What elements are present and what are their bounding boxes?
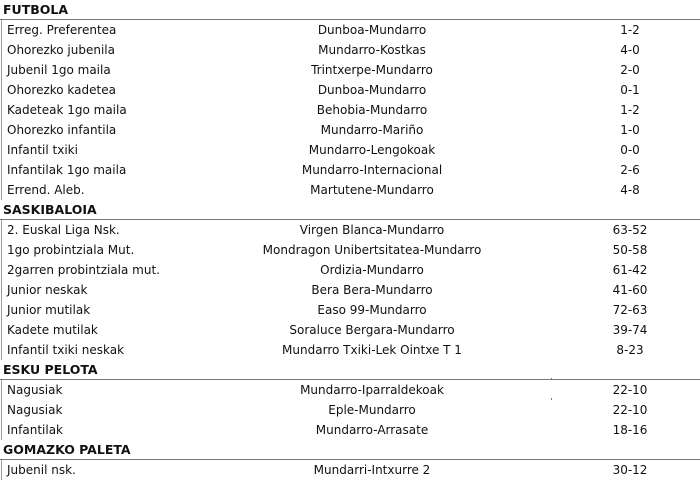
match-cell: Mundarro-Arrasate <box>315 423 429 437</box>
section-rows <box>1 460 700 480</box>
score-cell: 30-12 <box>612 463 648 477</box>
category-cell: Errend. Aleb. <box>7 183 85 197</box>
category-cell: Ohorezko infantila <box>7 123 117 137</box>
match-cell: Mondragon Unibertsitatea-Mundarro <box>262 243 482 257</box>
table-row <box>2 60 700 80</box>
table-row <box>2 280 700 300</box>
table-row <box>2 180 700 200</box>
match-cell: Mundarro-Lengokoak <box>308 143 436 157</box>
match-cell: Eple-Mundarro <box>328 403 416 417</box>
section-title: SASKIBALOIA <box>0 200 700 220</box>
table-row <box>2 380 700 400</box>
score-cell: 4-8 <box>620 183 640 197</box>
score-cell: 41-60 <box>612 283 648 297</box>
score-cell: 0-0 <box>620 143 640 157</box>
category-cell: Kadete mutilak <box>7 323 98 337</box>
table-row <box>2 140 700 160</box>
table-row <box>2 260 700 280</box>
table-row <box>2 40 700 60</box>
category-cell: Erreg. Preferentea <box>7 23 117 37</box>
match-cell: Easo 99-Mundarro <box>317 303 427 317</box>
section-rows <box>1 20 700 200</box>
table-row <box>2 300 700 320</box>
category-cell: Junior mutilak <box>7 303 91 317</box>
match-cell: Martutene-Mundarro <box>310 183 434 197</box>
category-cell: Infantilak 1go maila <box>7 163 127 177</box>
table-row <box>2 320 700 340</box>
match-cell: Ordizia-Mundarro <box>320 263 424 277</box>
score-cell: 2-6 <box>620 163 640 177</box>
match-cell: Mundarro-Iparraldekoak <box>300 383 444 397</box>
table-row <box>2 400 700 420</box>
category-cell: Infantil txiki <box>7 143 78 157</box>
score-cell: 4-0 <box>620 43 640 57</box>
scan-mark <box>551 398 552 400</box>
match-cell: Mundarro Txiki-Lek Ointxe T 1 <box>282 343 462 357</box>
category-cell: Jubenil nsk. <box>7 463 76 477</box>
section-title: FUTBOLA <box>0 0 700 20</box>
section-title: ESKU PELOTA <box>0 360 700 380</box>
match-cell: Mundarro-Mariño <box>320 123 424 137</box>
category-cell: 1go probintziala Mut. <box>7 243 135 257</box>
score-cell: 1-2 <box>620 103 640 117</box>
match-cell: Mundarro-Kostkas <box>318 43 426 57</box>
scan-mark <box>551 378 552 380</box>
score-cell: 22-10 <box>612 383 648 397</box>
table-row <box>2 340 700 360</box>
score-cell: 8-23 <box>616 343 644 357</box>
table-row <box>2 80 700 100</box>
table-row <box>2 240 700 260</box>
category-cell: Junior neskak <box>7 283 88 297</box>
section-title: GOMAZKO PALETA <box>0 440 700 460</box>
table-row <box>2 120 700 140</box>
score-cell: 2-0 <box>620 63 640 77</box>
match-cell: Soraluce Bergara-Mundarro <box>289 323 455 337</box>
table-row <box>2 460 700 480</box>
match-cell: Bera Bera-Mundarro <box>311 283 433 297</box>
score-cell: 1-0 <box>620 123 640 137</box>
category-cell: 2. Euskal Liga Nsk. <box>7 223 120 237</box>
score-cell: 63-52 <box>612 223 648 237</box>
table-row <box>2 160 700 180</box>
category-cell: 2garren probintziala mut. <box>7 263 160 277</box>
score-cell: 18-16 <box>612 423 648 437</box>
category-cell: Infantilak <box>7 423 64 437</box>
match-cell: Dunboa-Mundarro <box>317 83 427 97</box>
category-cell: Nagusiak <box>7 383 63 397</box>
score-cell: 1-2 <box>620 23 640 37</box>
category-cell: Jubenil 1go maila <box>7 63 111 77</box>
table-row <box>2 20 700 40</box>
match-cell: Mundarri-Intxurre 2 <box>313 463 431 477</box>
section-rows <box>1 380 700 440</box>
score-cell: 72-63 <box>612 303 648 317</box>
category-cell: Kadeteak 1go maila <box>7 103 127 117</box>
table-row <box>2 100 700 120</box>
score-cell: 22-10 <box>612 403 648 417</box>
match-cell: Mundarro-Internacional <box>301 163 443 177</box>
table-row <box>2 220 700 240</box>
score-cell: 0-1 <box>620 83 640 97</box>
match-cell: Trintxerpe-Mundarro <box>311 63 433 77</box>
category-cell: Infantil txiki neskak <box>7 343 125 357</box>
category-cell: Ohorezko jubenila <box>7 43 115 57</box>
category-cell: Nagusiak <box>7 403 63 417</box>
score-cell: 39-74 <box>612 323 648 337</box>
score-cell: 61-42 <box>612 263 648 277</box>
score-cell: 50-58 <box>612 243 648 257</box>
section-rows <box>1 220 700 360</box>
match-cell: Behobia-Mundarro <box>316 103 428 117</box>
match-cell: Dunboa-Mundarro <box>317 23 427 37</box>
table-row <box>2 420 700 440</box>
match-cell: Virgen Blanca-Mundarro <box>299 223 445 237</box>
category-cell: Ohorezko kadetea <box>7 83 116 97</box>
